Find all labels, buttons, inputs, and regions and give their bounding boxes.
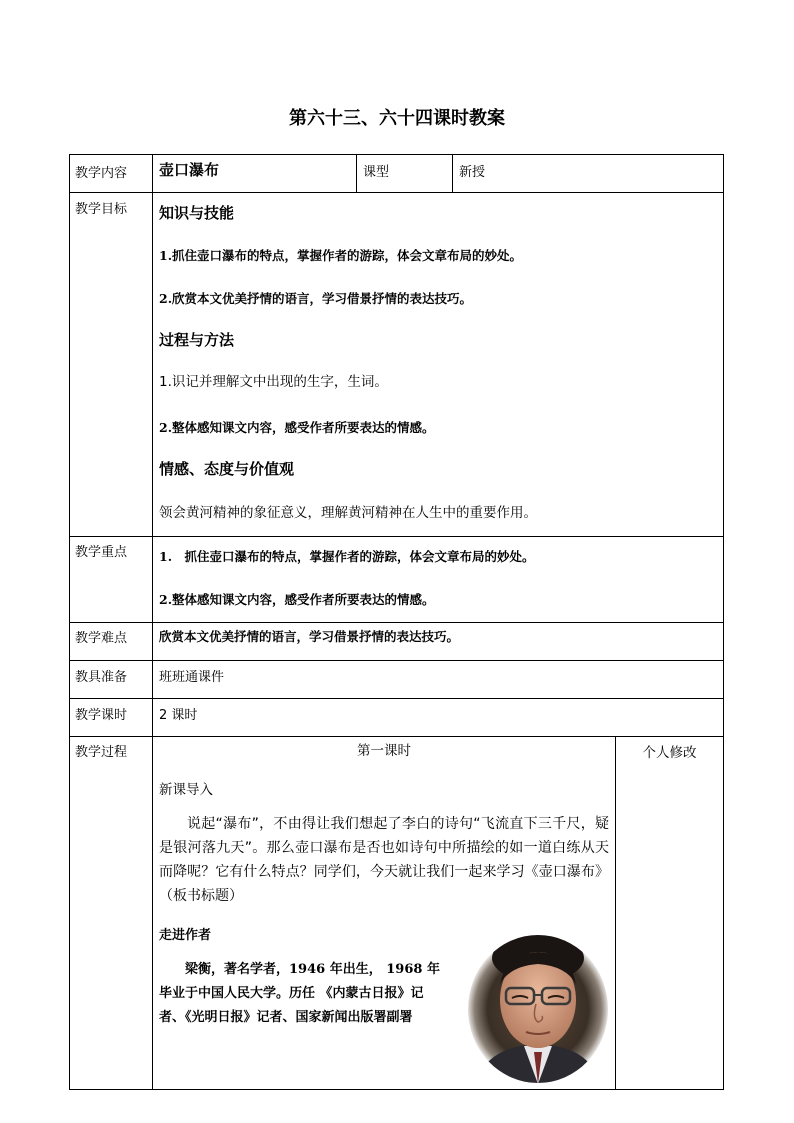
table-border-bottom xyxy=(69,1089,724,1090)
process-item-2: 2.整体感知课文内容，感受作者所要表达的情感。 xyxy=(159,420,435,435)
difficult-point: 欣赏本文优美抒情的语言，学习借景抒情的表达技巧。 xyxy=(159,629,460,644)
type-value: 新授 xyxy=(459,165,486,180)
row-divider xyxy=(69,536,724,537)
label-goals: 教学目标 xyxy=(75,202,128,217)
tools-value: 班班通课件 xyxy=(159,670,225,685)
personal-revision-label: 个人修改 xyxy=(642,745,697,761)
row-divider xyxy=(69,622,724,623)
emotion-heading: 情感、态度与价值观 xyxy=(159,460,295,478)
author-paragraph: 梁衡，著名学者，1946 年出生， 1968 年毕业于中国人民大学。历任 《内蒙古日报》记者、《光明日报》记者、国家新闻出版署副署 xyxy=(159,962,440,1025)
column-divider xyxy=(615,736,616,1090)
lesson-plan-table xyxy=(69,154,724,1090)
process-heading: 过程与方法 xyxy=(159,331,235,349)
period-heading: 第一课时 xyxy=(357,743,411,759)
page-title: 第六十三、六十四课时教案 xyxy=(289,108,505,129)
label-difficult-points: 教学难点 xyxy=(75,631,128,646)
column-divider xyxy=(152,154,153,1090)
author-heading: 走进作者 xyxy=(159,928,212,943)
row-divider xyxy=(69,698,724,699)
knowledge-item-2: 2.欣赏本文优美抒情的语言，学习借景抒情的表达技巧。 xyxy=(159,291,473,306)
key-point-1: 1. 抓住壶口瀑布的特点，掌握作者的游踪，体会文章布局的妙处。 xyxy=(159,549,535,564)
label-process: 教学过程 xyxy=(75,745,128,760)
column-divider xyxy=(356,154,357,193)
table-border-left xyxy=(69,154,70,1090)
label-type: 课型 xyxy=(363,165,390,180)
row-divider xyxy=(69,192,724,193)
label-key-points: 教学重点 xyxy=(75,545,128,560)
column-divider xyxy=(452,154,453,193)
label-hours: 教学课时 xyxy=(75,708,128,723)
author-portrait xyxy=(466,934,610,1084)
label-content: 教学内容 xyxy=(75,166,128,181)
key-point-2: 2.整体感知课文内容，感受作者所要表达的情感。 xyxy=(159,592,435,607)
knowledge-heading: 知识与技能 xyxy=(159,204,235,222)
intro-heading: 新课导入 xyxy=(159,782,213,798)
table-border-top xyxy=(69,154,724,155)
label-tools: 教具准备 xyxy=(75,670,128,685)
row-divider xyxy=(69,660,724,661)
lesson-title: 壶口瀑布 xyxy=(159,161,220,179)
intro-paragraph: 说起“瀑布”，不由得让我们想起了李白的诗句“飞流直下三千尺，疑是银河落九天”。那么壶口瀑布是否也如诗句中所描绘的如一道白练从天而降呢？它有什么特点？同学们，今天就让我们一起来学习《壶口瀑布》（板书标题） xyxy=(159,816,609,904)
row-divider xyxy=(69,736,724,737)
table-border-right xyxy=(723,154,724,1090)
emotion-item-1: 领会黄河精神的象征意义，理解黄河精神在人生中的重要作用。 xyxy=(159,505,537,521)
hours-value: 2 课时 xyxy=(159,708,198,723)
process-item-1: 1.识记并理解文中出现的生字，生词。 xyxy=(159,374,388,390)
knowledge-item-1: 1.抓住壶口瀑布的特点，掌握作者的游踪，体会文章布局的妙处。 xyxy=(159,248,523,263)
